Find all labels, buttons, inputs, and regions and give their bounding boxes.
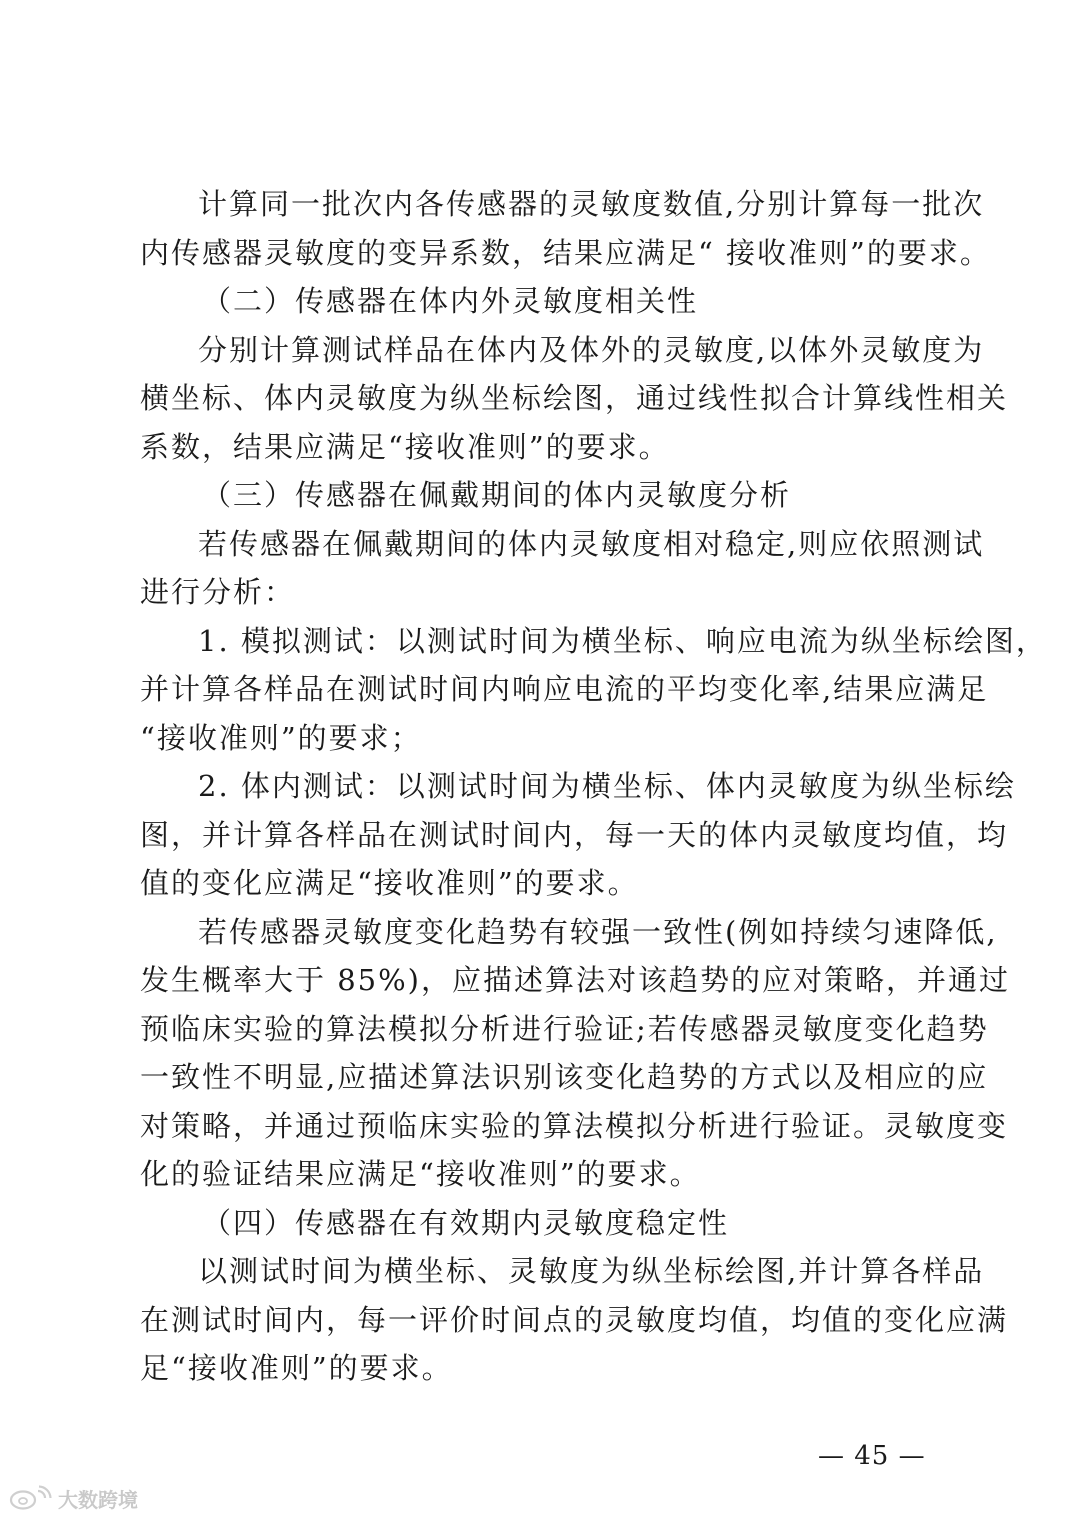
text-line: 若传感器灵敏度变化趋势有较强一致性(例如持续匀速降低,	[198, 914, 998, 949]
text-line: 并计算各样品在测试时间内响应电流的平均变化率,结果应满足	[140, 672, 989, 706]
section-heading: （四）传感器在有效期内灵敏度稳定性	[202, 1205, 730, 1240]
weibo-logo-icon	[8, 1485, 52, 1511]
text-line: 1. 模拟测试：以测试时间为横坐标、响应电流为纵坐标绘图，	[198, 623, 1047, 658]
watermark	[8, 1480, 138, 1516]
text-line: 值的变化应满足“接收准则”的要求。	[140, 866, 639, 900]
text-line: 进行分析：	[140, 575, 296, 609]
watermark-text: 大数跨境	[58, 1487, 138, 1512]
section-heading: （三）传感器在佩戴期间的体内灵敏度分析	[202, 478, 792, 512]
text-line: 分别计算测试样品在体内及体外的灵敏度,以体外灵敏度为	[198, 332, 985, 367]
text-line: 2. 体内测试：以测试时间为横坐标、体内灵敏度为纵坐标绘	[198, 769, 1016, 803]
text-line: 计算同一批次内各传感器的灵敏度数值,分别计算每一批次	[198, 187, 985, 221]
text-line: 图，并计算各样品在测试时间内，每一天的体内灵敏度均值，均	[140, 817, 1009, 852]
section-heading: （二）传感器在体内外灵敏度相关性	[202, 284, 699, 318]
page-number: — 45 —	[818, 1441, 926, 1471]
text-line: 在测试时间内，每一评价时间点的灵敏度均值，均值的变化应满	[140, 1302, 1009, 1337]
text-line: 横坐标、体内灵敏度为纵坐标绘图，通过线性拟合计算线性相关	[140, 381, 1009, 415]
text-line: 若传感器在佩戴期间的体内灵敏度相对稳定,则应依照测试	[198, 526, 985, 561]
text-line: 对策略，并通过预临床实验的算法模拟分析进行验证。灵敏度变	[140, 1108, 1009, 1143]
text-line: 以测试时间为横坐标、灵敏度为纵坐标绘图,并计算各样品	[198, 1254, 985, 1288]
text-line: 内传感器灵敏度的变异系数，结果应满足“ 接收准则”的要求。	[140, 235, 991, 270]
text-line: 预临床实验的算法模拟分析进行验证;若传感器灵敏度变化趋势	[140, 1011, 989, 1046]
text-line: 足“接收准则”的要求。	[140, 1351, 453, 1385]
text-line: “接收准则”的要求；	[140, 720, 422, 755]
document-body	[140, 180, 1047, 1393]
text-line: 系数，结果应满足“接收准则”的要求。	[140, 429, 670, 464]
text-line: 一致性不明显,应描述算法识别该变化趋势的方式以及相应的应	[140, 1060, 989, 1094]
text-line: 发生概率大于 85%)，应描述算法对该趋势的应对策略，并通过	[140, 963, 1010, 997]
text-line: 化的验证结果应满足“接收准则”的要求。	[140, 1157, 701, 1191]
